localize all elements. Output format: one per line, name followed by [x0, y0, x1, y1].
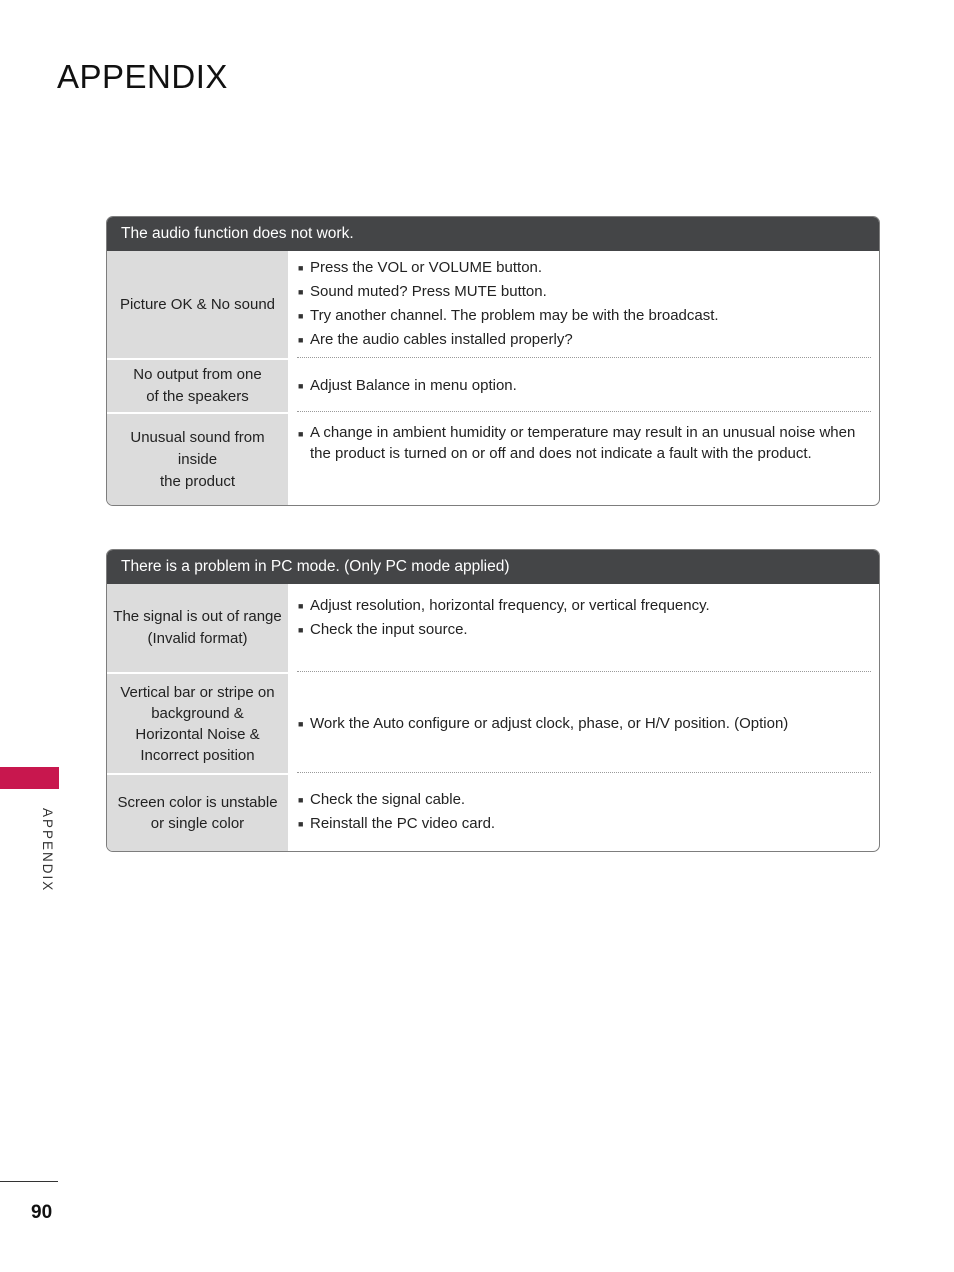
bullet-icon: ■	[298, 263, 304, 273]
symptom-cell	[107, 584, 288, 672]
symptom-cell	[107, 251, 288, 358]
symptom-text: (Invalid format)	[147, 630, 248, 647]
symptom-cell	[107, 414, 288, 505]
list-item: ■ Press the VOL or VOLUME button.	[298, 256, 869, 280]
row-divider	[297, 772, 871, 773]
list-item: ■ Sound muted? Press MUTE button.	[298, 280, 869, 304]
symptom-cell	[107, 360, 288, 412]
bullet-icon: ■	[298, 381, 304, 391]
row-divider	[297, 671, 871, 672]
symptom-text: Unusual sound from	[130, 428, 265, 446]
list-item: ■ Work the Auto configure or adjust clock, phase, or H/V position. (Option)	[298, 712, 869, 736]
list-item: ■ Check the signal cable.	[298, 788, 869, 812]
list-item: ■ A change in ambient humidity or temperature may result in an unusual noise when the product is turned on or off and does not indicate a fault with the product.	[298, 424, 856, 462]
list-item: ■ Adjust Balance in menu option.	[298, 374, 869, 398]
symptom-text: Picture OK & No sound	[119, 295, 276, 313]
table-row	[107, 414, 879, 505]
page-title: APPENDIX	[57, 58, 228, 95]
bullet-icon: ■	[298, 819, 304, 829]
symptom-text: Vertical bar or stripe on	[120, 683, 275, 701]
symptom-text: of the speakers	[146, 388, 249, 405]
symptom-text: Incorrect position	[140, 746, 255, 764]
symptom-text: Horizontal Noise &	[135, 725, 260, 743]
symptom-text: or single color	[150, 815, 245, 832]
table-row	[107, 360, 879, 412]
symptom-text: inside	[177, 450, 218, 468]
audio-troubleshooting-table	[106, 216, 880, 506]
row-divider	[297, 411, 871, 412]
symptom-text: The signal is out of range	[113, 608, 282, 625]
list-item: ■ Try another channel. The problem may be with the broadcast.	[298, 304, 869, 328]
solution-cell	[288, 414, 879, 505]
table-row	[107, 674, 879, 773]
side-section-label: APPENDIX	[40, 808, 55, 893]
solution-cell	[288, 775, 879, 851]
bullet-icon: ■	[298, 795, 304, 805]
pc-table-header: There is a problem in PC mode. (Only PC mode applied)	[107, 550, 879, 584]
table-row	[107, 584, 879, 672]
bullet-icon: ■	[298, 718, 304, 729]
solution-cell	[288, 674, 879, 773]
solution-cell	[288, 584, 879, 672]
page-number: 90	[31, 1202, 53, 1223]
bullet-icon: ■	[298, 601, 304, 611]
audio-table-header: The audio function does not work.	[107, 217, 879, 251]
row-divider	[297, 357, 871, 358]
symptom-text: No output from one	[133, 366, 262, 383]
symptom-cell	[107, 674, 288, 773]
footer-rule	[0, 1181, 58, 1182]
bullet-icon: ■	[298, 429, 304, 439]
bullet-icon: ■	[298, 625, 304, 635]
symptom-cell	[107, 775, 288, 851]
list-item: ■ Reinstall the PC video card.	[298, 812, 869, 836]
table-row	[107, 251, 879, 358]
list-item: ■ Are the audio cables installed properly?	[298, 328, 869, 352]
bullet-icon: ■	[298, 311, 304, 321]
section-tab-marker	[0, 767, 59, 789]
table-row	[107, 775, 879, 851]
list-item: ■ Check the input source.	[298, 618, 869, 642]
pc-mode-troubleshooting-table	[106, 549, 880, 852]
symptom-text: background &	[151, 704, 244, 722]
symptom-text: the product	[159, 472, 236, 490]
solution-cell	[288, 251, 879, 358]
solution-cell	[288, 360, 879, 412]
bullet-icon: ■	[298, 335, 304, 345]
list-item: ■ Adjust resolution, horizontal frequency, or vertical frequency.	[298, 594, 869, 618]
symptom-text: Screen color is unstable	[117, 794, 278, 811]
bullet-icon: ■	[298, 287, 304, 297]
